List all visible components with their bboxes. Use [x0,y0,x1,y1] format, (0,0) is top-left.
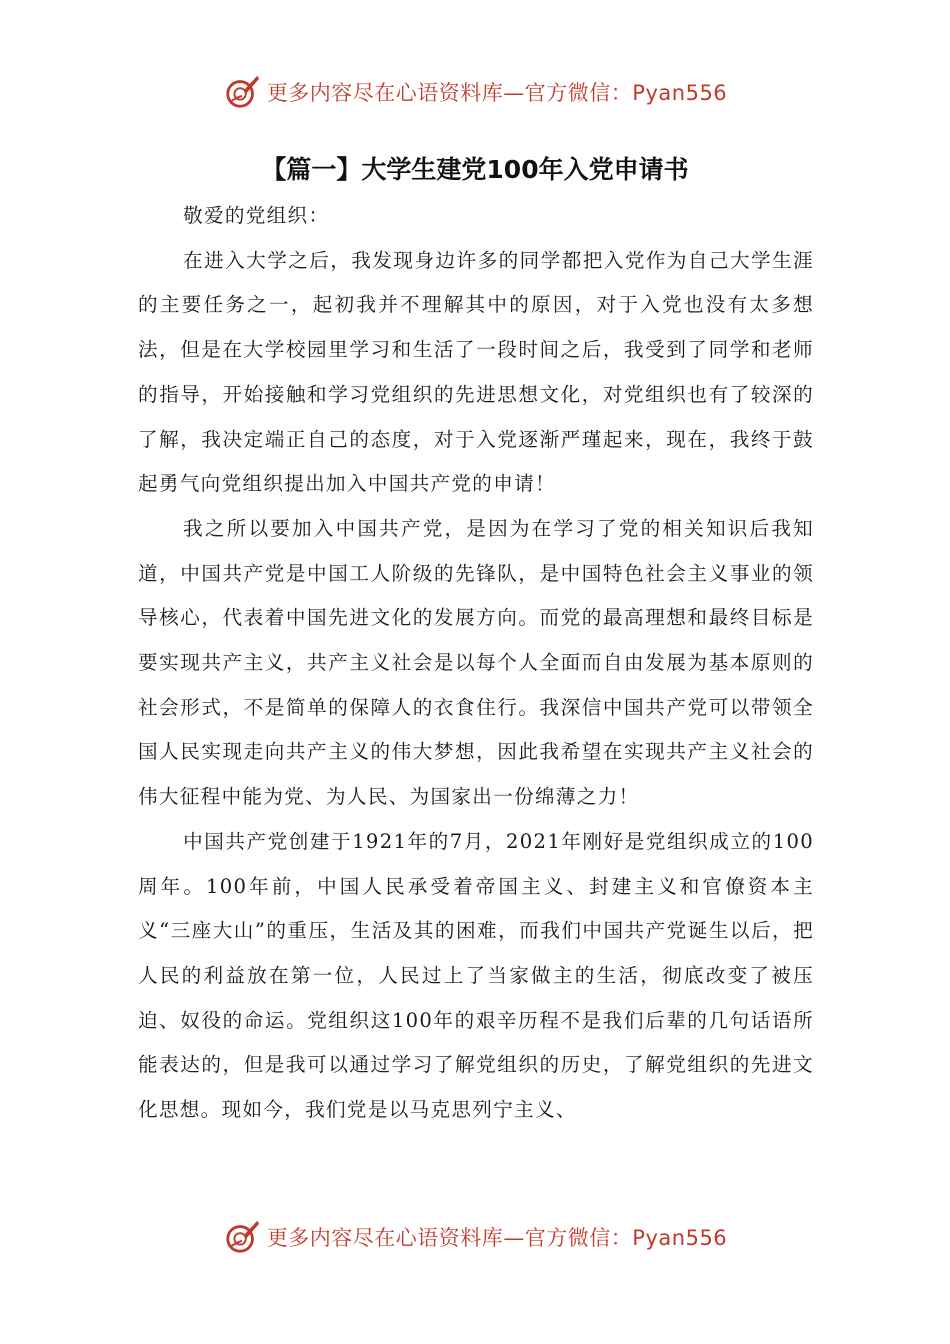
quill-pen-logo-icon [223,73,261,111]
quill-pen-logo-icon [223,1218,261,1256]
footer-banner [0,1215,950,1259]
header-banner-text: 更多内容尽在心语资料库—官方微信：Pyan556 [266,81,728,105]
salutation: 敬爱的党组织： [183,204,330,227]
document-title: 【篇一】大学生建党100年入党申请书 [261,155,689,184]
footer-banner-text: 更多内容尽在心语资料库—官方微信：Pyan556 [266,1226,728,1250]
document-body [138,194,814,1133]
header-banner [0,70,950,114]
paragraph: 在进入大学之后，我发现身边许多的同学都把入党作为自己大学生涯的主要任务之一，起初我并不理解其中的原因，对于入党也没有太多想法，但是在大学校园里学习和生活了一段时间之后，我受到了同学和老师的指导，开始接触和学习党组织的先进思想文化，对党组织也有了较深的了解，我决定端正自己的态度，对于入党逐渐严瑾起来，现在，我终于鼓起勇气向党组织提出加入中国共产党的申请！ [138,248,814,496]
paragraph: 中国共产党创建于1921年的7月，2021年刚好是党组织成立的100周年。100年前，中国人民承受着帝国主义、封建主义和官僚资本主义“三座大山”的重压，生活及其的困难，而我们中国共产党诞生以后，把人民的利益放在第一位，人民过上了当家做主的生活，彻底改变了被压迫、奴役的命运。党组织这100年的艰辛历程不是我们后辈的几句话语所能表达的，但是我可以通过学习了解党组织的历史，了解党组织的先进文化思想。现如今，我们党是以马克思列宁主义、 [138,829,814,1122]
paragraph: 我之所以要加入中国共产党，是因为在学习了党的相关知识后我知道，中国共产党是中国工人阶级的先锋队，是中国特色社会主义事业的领导核心，代表着中国先进文化的发展方向。而党的最高理想和最终目标是要实现共产主义，共产主义社会是以每个人全面而自由发展为基本原则的社会形式，不是简单的保障人的衣食住行。我深信中国共产党可以带领全国人民实现走向共产主义的伟大梦想，因此我希望在实现共产主义社会的伟大征程中能为党、为人民、为国家出一份绵薄之力！ [138,516,814,809]
